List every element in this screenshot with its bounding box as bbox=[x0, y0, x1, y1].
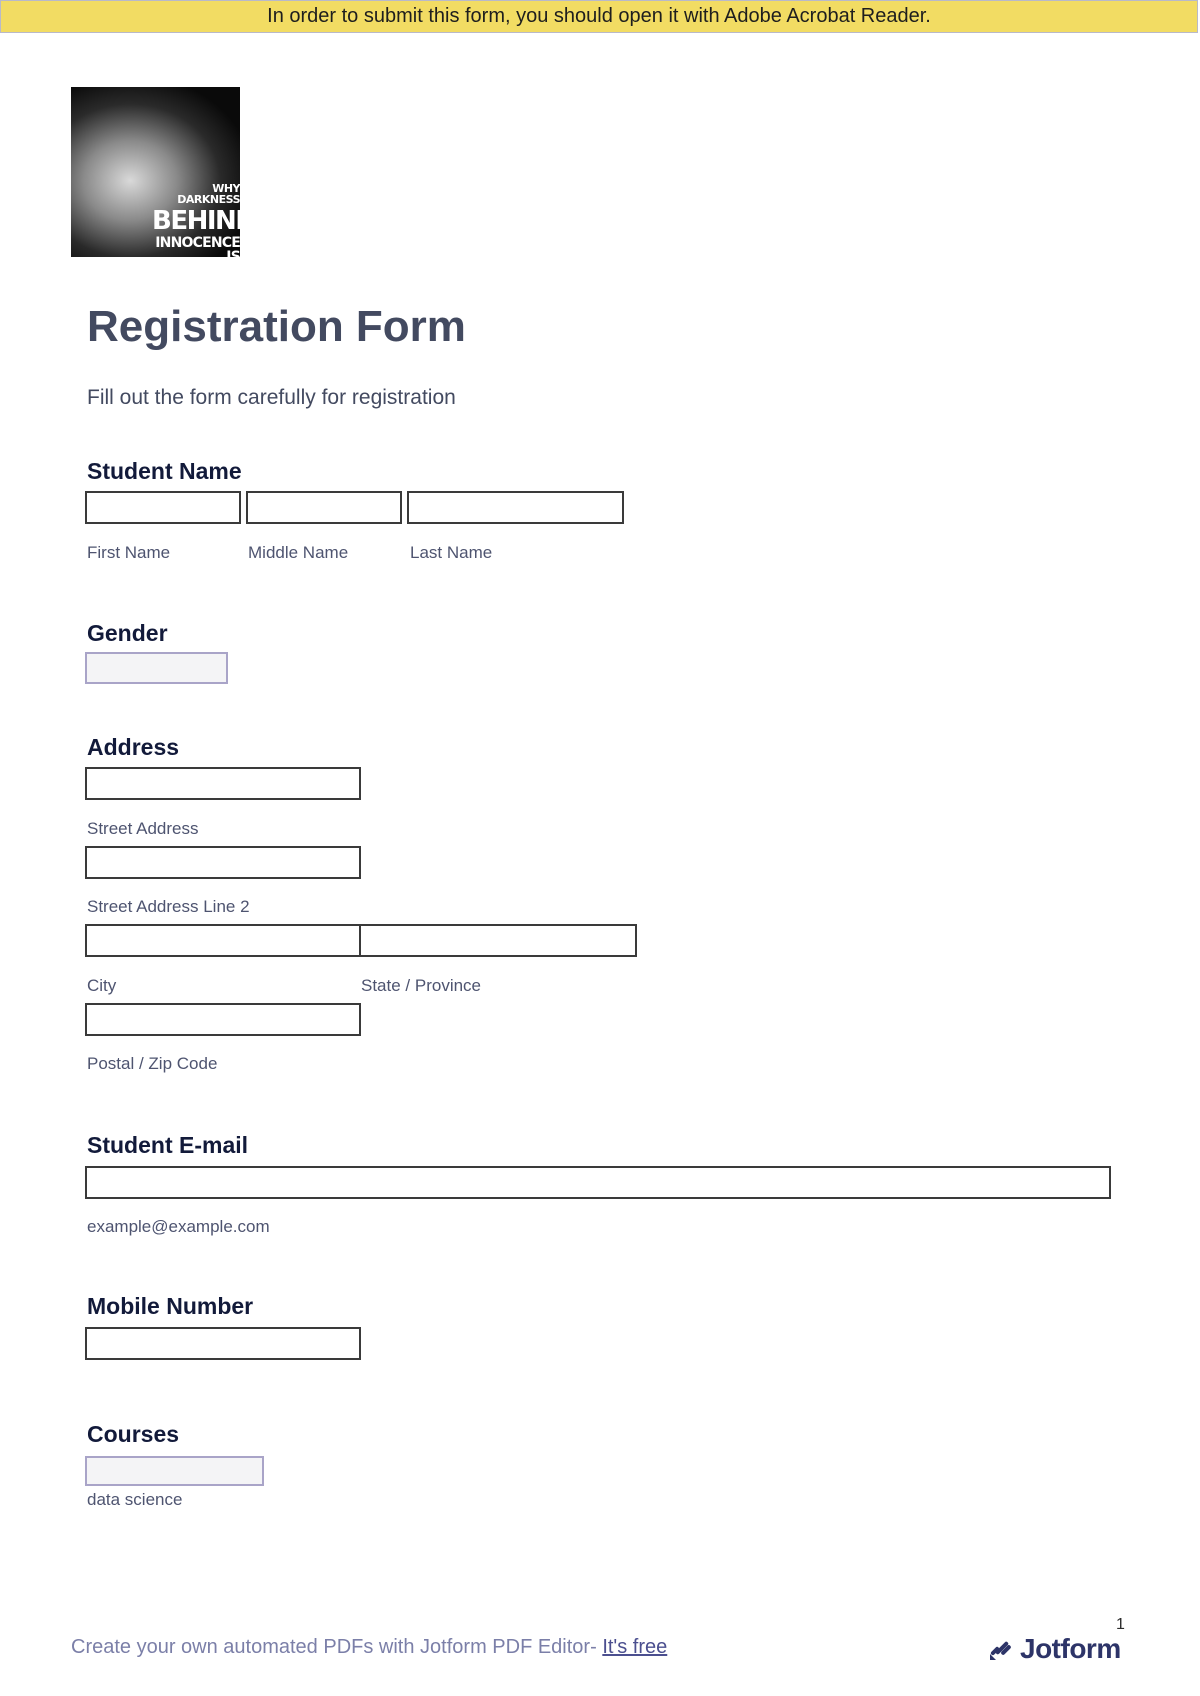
header-image-caption bbox=[152, 182, 256, 265]
student-email-label: Student E-mail bbox=[87, 1132, 249, 1158]
first-name-input[interactable] bbox=[85, 491, 241, 524]
address-label: Address bbox=[87, 734, 180, 760]
state-province-sublabel: State / Province bbox=[361, 976, 482, 995]
postal-code-input[interactable] bbox=[85, 1003, 361, 1036]
first-name-sublabel: First Name bbox=[87, 543, 171, 562]
student-email-input[interactable] bbox=[85, 1166, 1111, 1199]
form-subtitle: Fill out the form carefully for registration bbox=[87, 386, 456, 409]
acrobat-notice-banner: In order to submit this form, you should open it with Adobe Acrobat Reader. bbox=[0, 0, 1198, 33]
footer-promo-text: Create your own automated PDFs with Jotform PDF Editor- bbox=[71, 1636, 603, 1658]
last-name-input[interactable] bbox=[407, 491, 624, 524]
student-name-label: Student Name bbox=[87, 458, 242, 484]
header-image-line2: BEHIND bbox=[152, 206, 256, 236]
street-address-sublabel: Street Address bbox=[87, 819, 199, 838]
footer-promo bbox=[71, 1636, 667, 1659]
header-image-line1: WHY DARKNESS bbox=[177, 182, 240, 206]
courses-dropdown[interactable] bbox=[85, 1456, 264, 1486]
form-title: Registration Form bbox=[87, 302, 466, 351]
courses-selected-value: data science bbox=[87, 1490, 183, 1509]
street-address-input[interactable] bbox=[85, 767, 361, 800]
its-free-link[interactable]: It's free bbox=[602, 1636, 668, 1658]
page-number: 1 bbox=[1116, 1616, 1125, 1633]
middle-name-sublabel: Middle Name bbox=[248, 543, 349, 562]
last-name-sublabel: Last Name bbox=[410, 543, 493, 562]
jotform-brand[interactable] bbox=[988, 1632, 1121, 1666]
street-address-line2-input[interactable] bbox=[85, 846, 361, 879]
gender-dropdown[interactable] bbox=[85, 652, 228, 684]
jotform-logo-icon bbox=[988, 1636, 1014, 1662]
jotform-wordmark: Jotform bbox=[1020, 1633, 1121, 1664]
city-sublabel: City bbox=[87, 976, 117, 995]
mobile-number-input[interactable] bbox=[85, 1327, 361, 1360]
city-input[interactable] bbox=[85, 924, 361, 957]
street-address-line2-sublabel: Street Address Line 2 bbox=[87, 897, 250, 916]
state-province-input[interactable] bbox=[359, 924, 637, 957]
gender-label: Gender bbox=[87, 620, 168, 646]
header-image-line3: INNOCENCE IS bbox=[155, 235, 240, 265]
middle-name-input[interactable] bbox=[246, 491, 402, 524]
courses-label: Courses bbox=[87, 1421, 180, 1447]
email-example-hint: example@example.com bbox=[87, 1217, 270, 1236]
mobile-number-label: Mobile Number bbox=[87, 1293, 254, 1319]
postal-code-sublabel: Postal / Zip Code bbox=[87, 1054, 218, 1073]
header-image bbox=[71, 87, 256, 265]
